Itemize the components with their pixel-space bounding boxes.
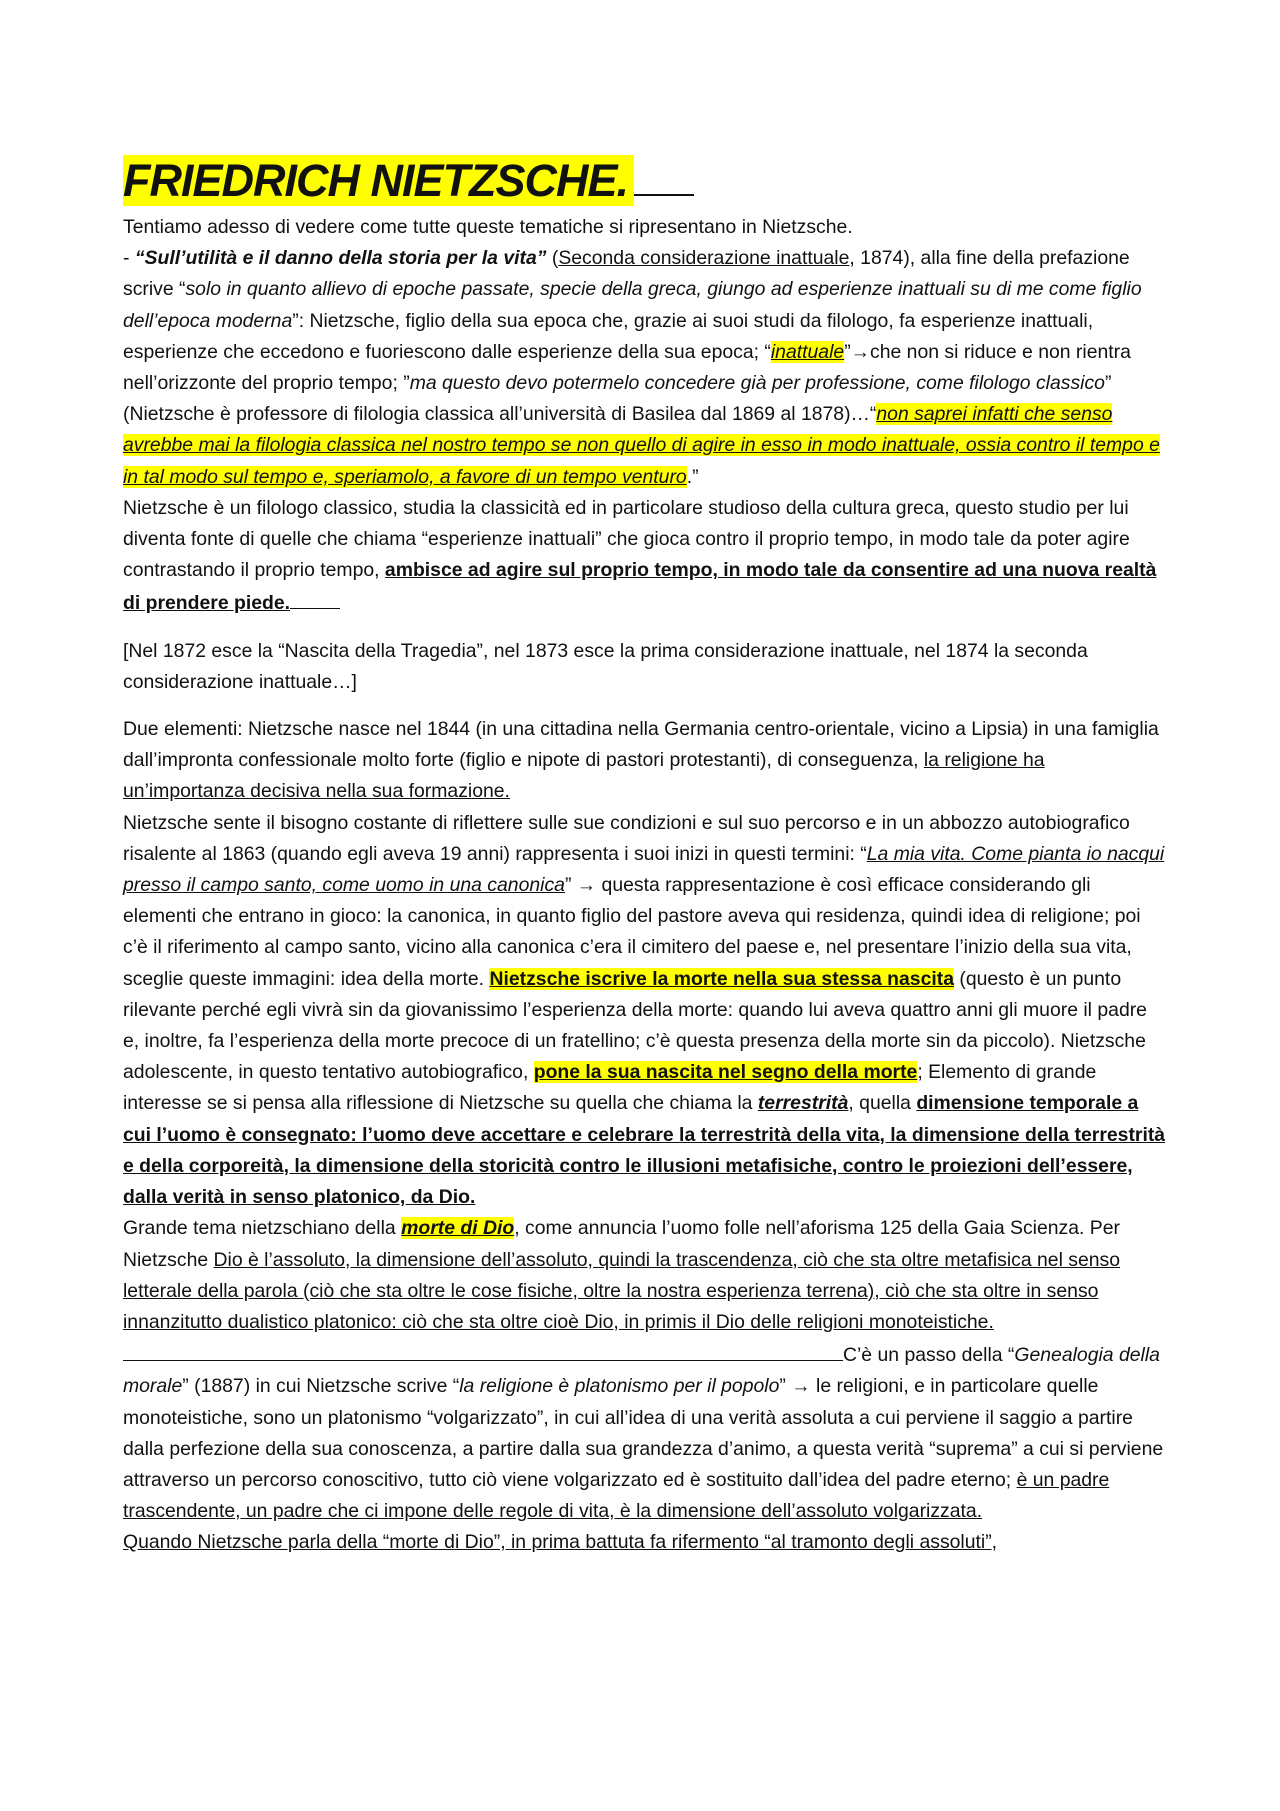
text-run: ” → questa rappresentazione è così efficace considerando gli elementi che entrano in gioco: la canonica, in quanto figlio del pastore aveva qui residenza, quindi idea di religione; poi c’è il riferimento al campo santo, vicino alla canonica c’era il cimitero del paese e, nel presentare l’inizio della sua vita, sceglie queste immagini: idea della morte. [123, 874, 1141, 990]
paragraph-dates: [Nel 1872 esce la “Nascita della Tragedia”, nel 1873 esce la prima considerazione inattuale, nel 1874 la seconda considerazione inattuale…] [123, 639, 1088, 693]
document-page [123, 150, 1168, 1559]
text-run: Nietzsche sente il bisogno costante di riflettere sulle sue condizioni e sul suo percorso e in un abbozzo autobiografico risalente al 1863 (quando egli aveva 19 anni) rappresenta i suoi inizi in questi termini: “ [123, 811, 1130, 865]
title-underline [634, 154, 694, 196]
text-run: C’è un passo della “ [843, 1344, 1015, 1367]
underlined-religione: la religione ha un’importanza decisiva nella sua formazione. [123, 749, 1045, 803]
text-run: ” (Nietzsche è professore di filologia classica all’università di Basilea dal 1869 al 1878)…“ [123, 372, 1112, 426]
highlight-segno-morte: pone la sua nascita nel segno della morte [533, 1061, 918, 1084]
work-title: “Sull’utilità e il danno della storia per la vita” [134, 247, 547, 270]
paragraph-autobiografia [123, 808, 1168, 1214]
underline-filler [123, 1338, 843, 1361]
quote-platonismo: la religione è platonismo per il popolo [459, 1375, 780, 1398]
text-run: (questo è un punto rilevante perché egli vivrà sin da giovanissimo l’esperienza della morte: quando lui aveva quattro anni gli muore il padre e, inoltre, fa l’esperienza della morte precoce di un fratellino; c’è questa presenza della morte sin da piccolo). Nietzsche adolescente, in questo tentativo autobiografico, [123, 967, 1147, 1084]
text-run: ; Elemento di grande interesse se si pensa alla riflessione di Nietzsche su quella che chiama la [123, 1061, 1097, 1115]
paragraph-due-elementi [123, 714, 1168, 808]
text-run: , 1874), alla fine della prefazione scrive “ [123, 247, 1130, 301]
paragraph-intro [123, 212, 1168, 493]
text-run: , come annuncia l’uomo folle nell’aforisma 125 della Gaia Scienza. Per Nietzsche [123, 1217, 1120, 1271]
text-run: Due elementi: Nietzsche nasce nel 1844 (in una cittadina nella Germania centro-orientale, vicino a Lipsia) in una famiglia dall’impronta confessionale molto forte (figlio e nipote di pastori protestanti), di conseguenza, [123, 718, 1159, 772]
intro-sentence: Tentiamo adesso di vedere come tutte queste tematiche si ripresentano in Nietzsche. [123, 216, 853, 238]
paragraph-tramonto: Quando Nietzsche parla della “morte di Dio”, in prima battuta fa rifermento “al tramonto degli assoluti”, [123, 1531, 998, 1554]
bold-dimensione-temporale: dimensione temporale a cui l’uomo è consegnato: l’uomo deve accettare e celebrare la terrestrità della vita, la dimensione della terrestrità e della corporeità, la dimensione della storicità contro le illusioni metafisiche, contro le proiezioni dell’essere, dalla verità in senso platonico, da Dio. [123, 1092, 1166, 1209]
term-terrestrita: terrestrità [757, 1092, 849, 1115]
text-run: .” [686, 465, 699, 488]
paragraph-filologo [123, 493, 1168, 620]
text-run: ”→che non si riduce e non rientra nell’orizzonte del proprio tempo; ” [123, 340, 1131, 395]
bold-ambisce: ambisce ad agire sul proprio tempo, in modo tale da consentire ad una nuova realtà di prendere piede. [123, 559, 1157, 615]
underline-filler [290, 586, 340, 609]
text-run: , quella [848, 1092, 917, 1115]
page-title [123, 150, 1168, 212]
underlined-dio-assoluto: Dio è l’assoluto, la dimensione dell’assoluto, quindi la trascendenza, ciò che sta oltre metafisica nel senso letterale della parola (ciò che sta oltre le cose fisiche, oltre la nostra esperienza terrena), ciò che sta oltre in senso innanzitutto dualistico platonico: ciò che sta oltre cioè Dio, in primis il Dio delle religioni monoteistiche. [123, 1248, 1121, 1333]
text-run: ” (1887) in cui Nietzsche scrive “ [182, 1375, 460, 1398]
title-highlight: FRIEDRICH NIETZSCHE. [123, 155, 634, 206]
work-genealogia: Genealogia della morale [123, 1344, 1160, 1398]
highlight-inattuale: inattuale [770, 340, 845, 363]
quote-filologo: ma questo devo potermelo concedere già per professione, come filologo classico [409, 372, 1105, 395]
paragraph-morte-di-dio [123, 1213, 1168, 1527]
text-run: Nietzsche è un filologo classico, studia la classicità ed in particolare studioso della cultura greca, questo studio per lui diventa fonte di quelle che chiama “esperienze inattuali” che gioca contro il proprio tempo, in modo tale da poter agire contrastando il proprio tempo, [123, 496, 1130, 582]
highlight-quote-filologia: non saprei infatti che senso avrebbe mai la filologia classica nel nostro tempo se non quello di agire in esso in modo inattuale, ossia contro il tempo e in tal modo sul tempo e, speriamolo, a favore di un tempo venturo [123, 403, 1160, 488]
quote-allievo: solo in quanto allievo di epoche passate, specie della greca, giungo ad esperienze inattuali su di me come figlio dell’epoca moderna [123, 278, 1142, 332]
list-dash: - [123, 247, 135, 270]
highlight-morte-nascita: Nietzsche iscrive la morte nella sua stessa nascita [489, 967, 954, 990]
text-run: ( [546, 247, 559, 270]
quote-mia-vita: La mia vita. Come pianta io nacqui presso il campo santo, come uomo in una canonica [123, 842, 1165, 897]
text-run: ” → le religioni, e in particolare quelle monoteistiche, sono un platonismo “volgarizzato”, in cui all’idea di una verità assoluta a cui perviene il saggio a partire dalla perfezione della sua conoscenza, a partire dalla sua grandezza d’animo, a questa verità “suprema” a cui si perviene attraverso un percorso conoscitivo, tutto ciò viene volgarizzato ed è sostituito dall’idea del padre eterno; [123, 1375, 1164, 1491]
underlined-padre-trascendente: è un padre trascendente, un padre che ci impone delle regole di vita, è la dimensione dell’assoluto volgarizzata. [123, 1468, 1110, 1523]
highlight-morte-di-dio: morte di Dio [401, 1217, 515, 1240]
text-run: Grande tema nietzschiano della [123, 1217, 402, 1240]
work-reference: Seconda considerazione inattuale [558, 247, 850, 270]
text-run: ”: Nietzsche, figlio della sua epoca che, grazie ai suoi studi da filologo, fa esperienze inattuali, esperienze che eccedono e fuoriescono dalle esperienze della sua epoca; “ [123, 309, 1094, 363]
